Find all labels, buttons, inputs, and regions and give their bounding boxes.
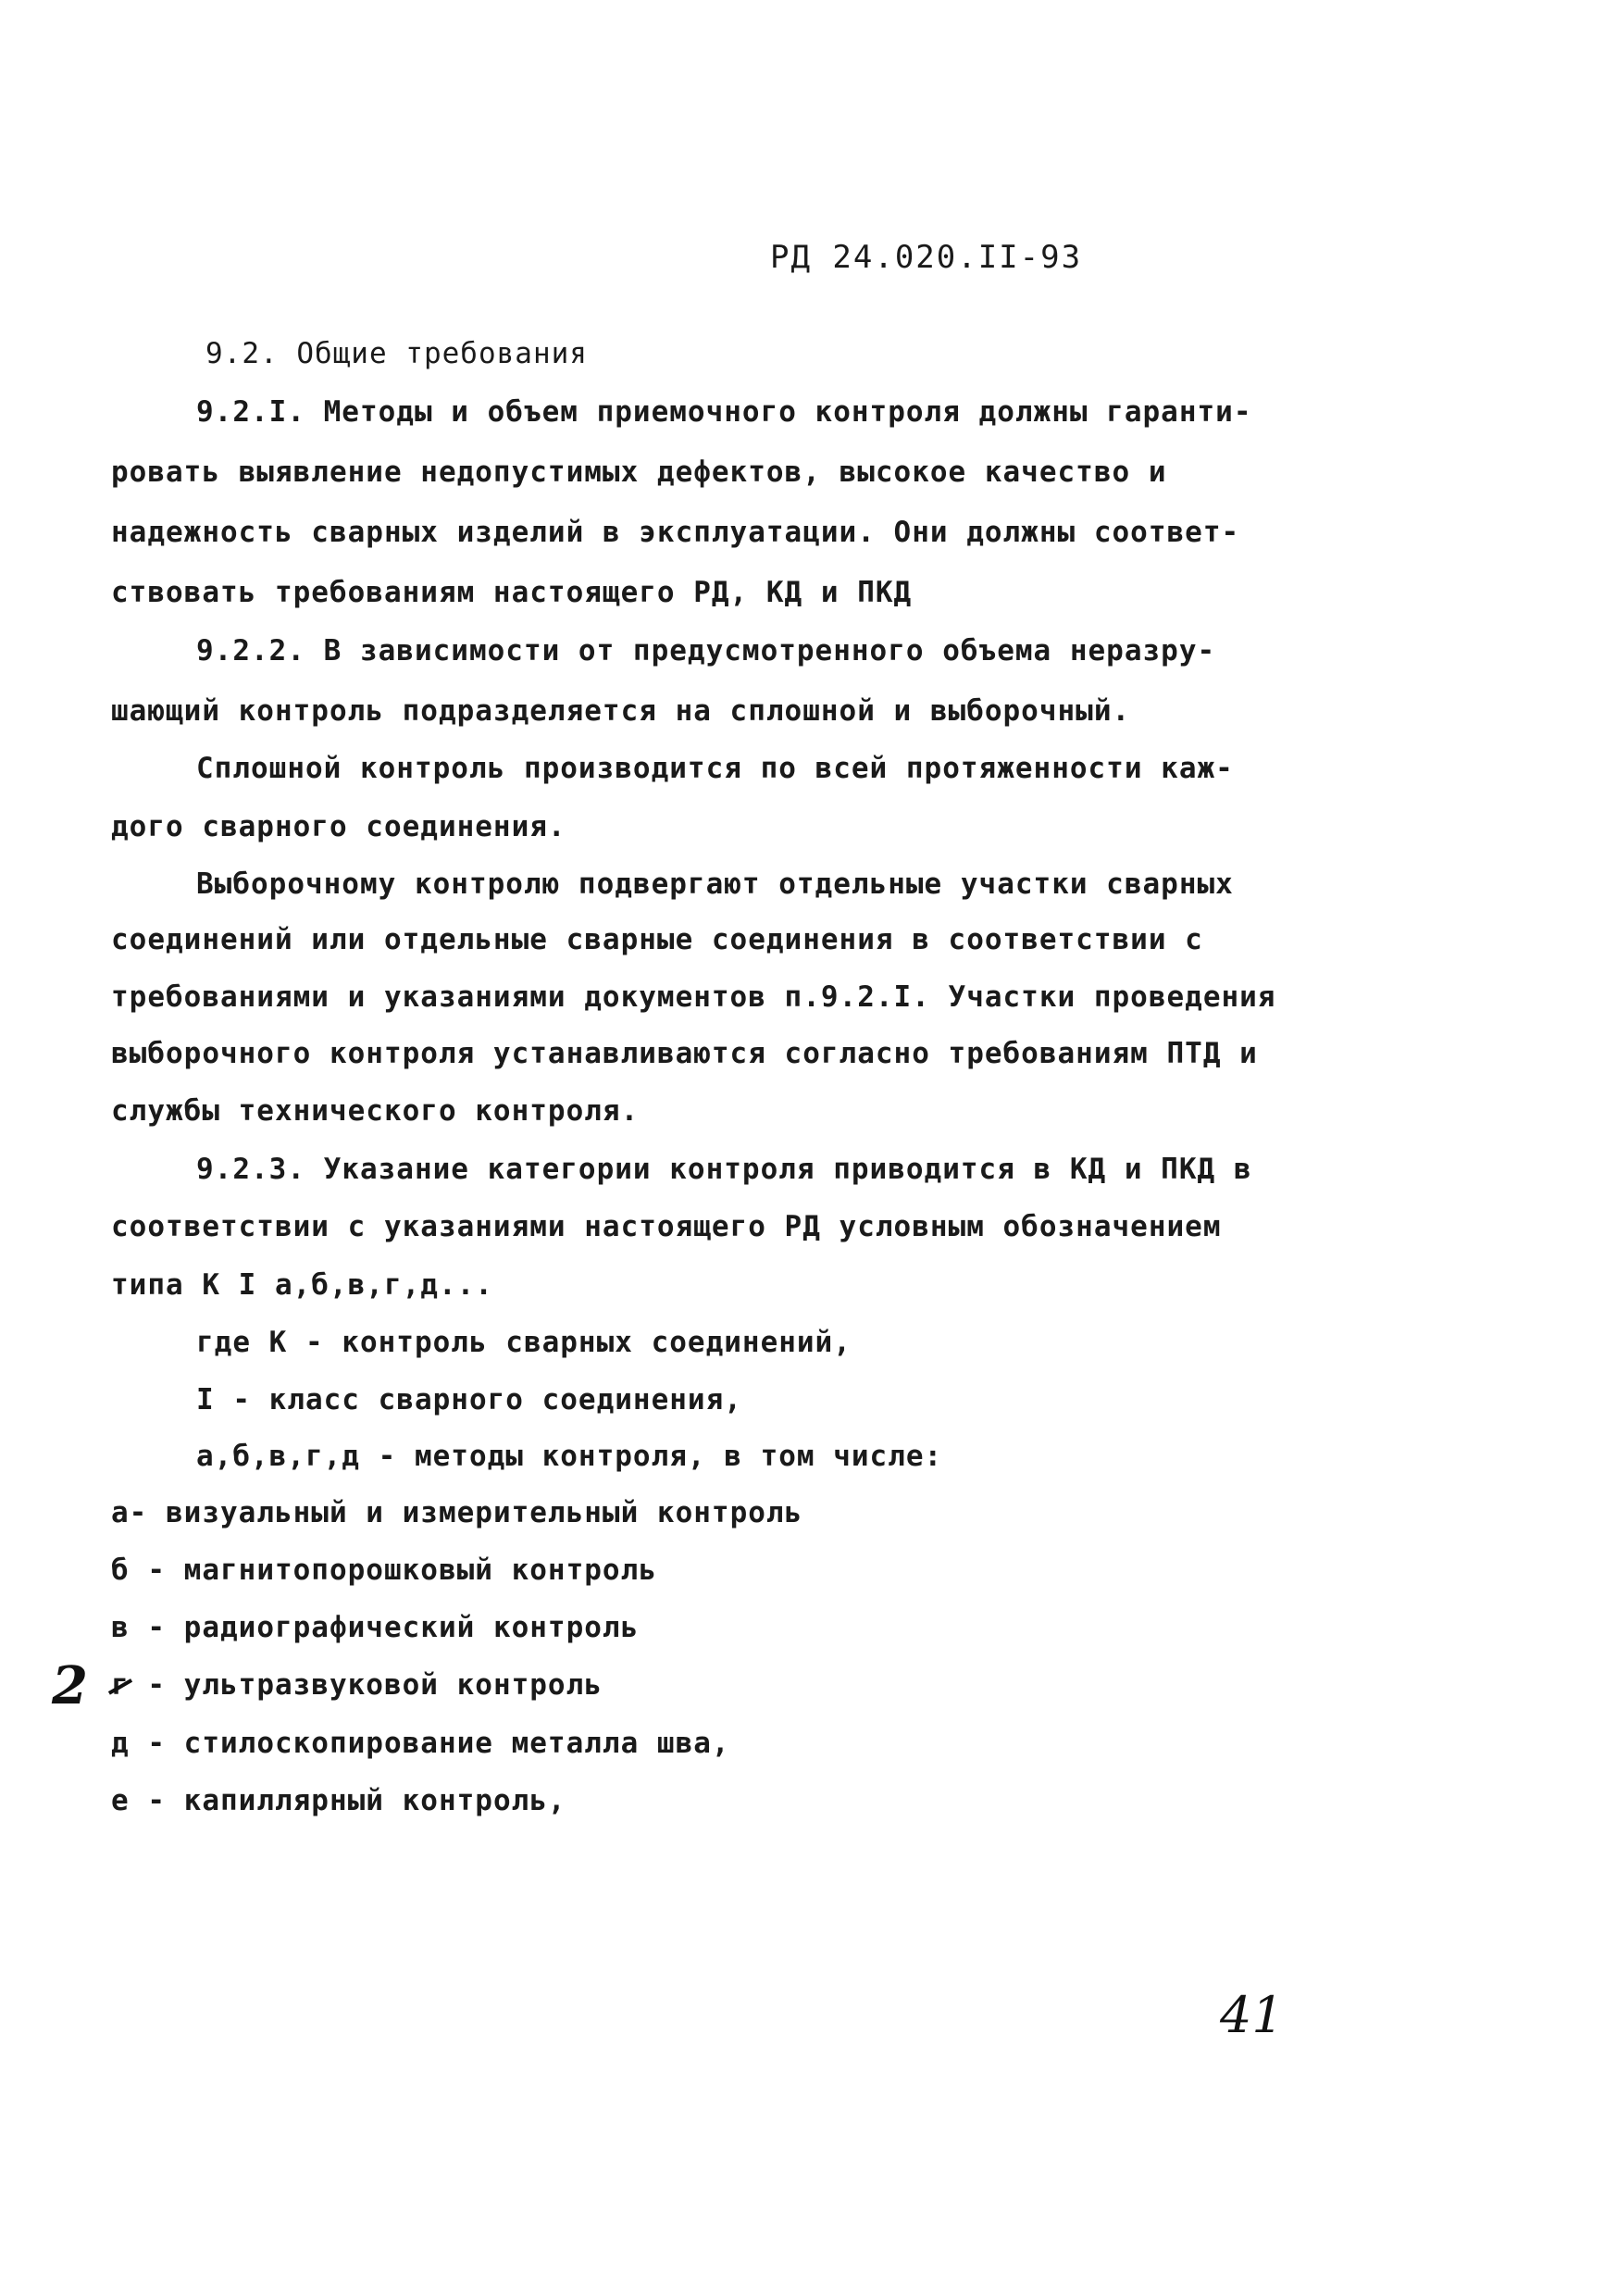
paragraph-line: шающий контроль подразделяется на сплошной и выборочный. [111, 694, 1131, 728]
handwritten-correction-mark: 2 [52, 1655, 88, 1716]
method-letter: б [111, 1554, 130, 1587]
paragraph-line: 9.2.2. В зависимости от предусмотренного объема неразру- [196, 634, 1216, 668]
paragraph-line: требованиями и указаниями документов п.9.2.I. Участки проведения [111, 980, 1276, 1014]
paragraph-line: службы технического контроля. [111, 1094, 640, 1128]
method-letter: д [111, 1727, 130, 1760]
paragraph-line: выборочного контроля устанавливаются согласно требованиям ПТД и [111, 1037, 1258, 1070]
method-text: - стилоскопирование металла шва, [129, 1727, 730, 1760]
method-text: - капиллярный контроль, [129, 1784, 566, 1817]
method-text: - визуальный и измерительный контроль [129, 1496, 803, 1529]
paragraph-line: 9.2.I. Методы и объем приемочного контроля должны гаранти- [196, 395, 1252, 429]
method-item [111, 1552, 657, 1589]
paragraph-line: соединений или отдельные сварные соединения в соответствии с [111, 923, 1203, 956]
paragraph-line: ствовать требованиям настоящего РД, КД и ПКД [111, 576, 913, 609]
method-text: - магнитопорошковый контроль [129, 1554, 657, 1587]
paragraph-line: соответствии с указаниями настоящего РД условным обозначением [111, 1210, 1222, 1243]
handwritten-page-number: 41 [1220, 1986, 1284, 2044]
method-letter: а [111, 1496, 130, 1529]
method-item [111, 1782, 566, 1819]
paragraph-line: Выборочному контролю подвергают отдельные участки сварных [196, 867, 1234, 901]
paragraph-line: надежность сварных изделий в эксплуатации. Они должны соответ- [111, 516, 1240, 549]
method-item [111, 1725, 730, 1762]
paragraph-line: а,б,в,г,д - методы контроля, в том числе: [196, 1440, 943, 1473]
paragraph-line: I - класс сварного соединения, [196, 1383, 742, 1416]
method-item [111, 1609, 639, 1646]
method-letter: в [111, 1611, 130, 1644]
method-item [111, 1494, 802, 1531]
method-item [111, 1666, 603, 1703]
method-text: - радиографический контроль [129, 1611, 640, 1644]
paragraph-line: Сплошной контроль производится по всей протяженности каж- [196, 752, 1234, 785]
paragraph-line: где К - контроль сварных соединений, [196, 1326, 852, 1359]
method-text: - ультразвуковой контроль [129, 1668, 603, 1702]
method-letter-struck: г [111, 1668, 130, 1702]
paragraph-line: дого сварного соединения. [111, 810, 566, 843]
paragraph-line: ровать выявление недопустимых дефектов, высокое качество и [111, 455, 1167, 489]
section-title: 9.2. Общие требования [205, 337, 588, 370]
paragraph-line: 9.2.3. Указание категории контроля приводится в КД и ПКД в [196, 1153, 1252, 1186]
document-code: РД 24.020.II-93 [770, 239, 1083, 276]
method-letter: е [111, 1784, 130, 1817]
paragraph-line: типа К I а,б,в,г,д... [111, 1268, 493, 1302]
